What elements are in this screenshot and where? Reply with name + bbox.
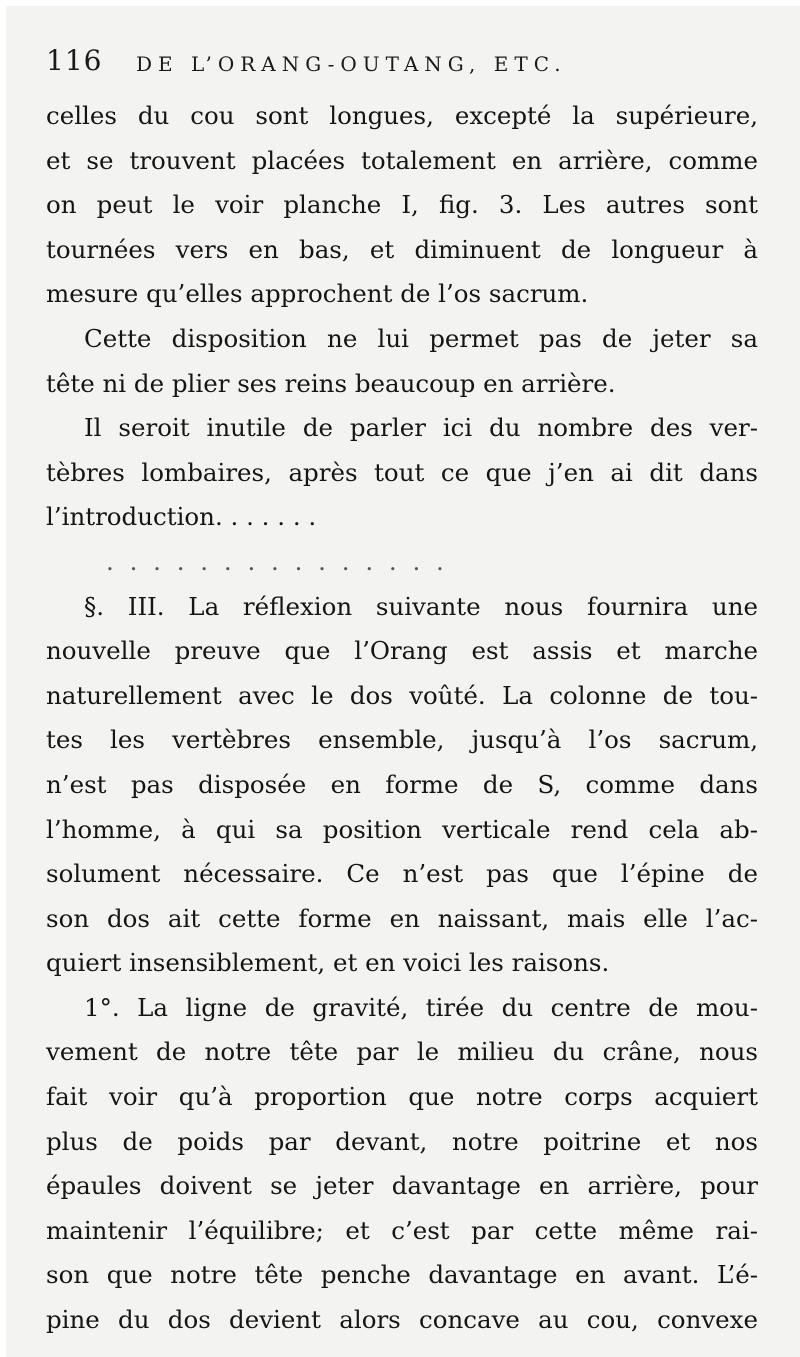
text-line: n’est pas disposée en forme de S, comme dans (46, 769, 758, 799)
text-line: Il seroit inutile de parler ici du nombre des ver- (84, 413, 758, 443)
text-line: plus de poids par devant, notre poitrine et nos (46, 1126, 758, 1156)
text-line: l’homme, à qui sa position verticale rend cela ab- (46, 814, 758, 844)
text-line: celles du cou sont longues, excepté la supérieure, (46, 101, 758, 130)
text-line: on peut le voir planche I, fig. 3. Les autres sont (46, 190, 758, 220)
text-line: son dos ait cette forme en naissant, mais elle l’ac- (46, 903, 758, 933)
ellipsis-line: . . . . . . . . . . . . . . . (106, 546, 448, 576)
text-line: épaules doivent se jeter davantage en arrière, pour (46, 1171, 758, 1201)
text-line: tournées vers en bas, et diminuent de longueur à (46, 234, 758, 264)
text-line: quiert insensiblement, et en voici les raisons. (46, 948, 610, 978)
text-line: solument nécessaire. Ce n’est pas que l’épine de (46, 859, 758, 889)
text-line: fait voir qu’à proportion que notre corps acquiert (46, 1082, 758, 1112)
text-line: l’introduction. . . . . . . (46, 502, 317, 532)
text-line: nouvelle preuve que l’Orang est assis et marche (46, 636, 758, 666)
text-line: 1°. La ligne de gravité, tirée du centre de mou- (84, 992, 758, 1022)
text-line: §. III. La réflexion suivante nous fournira une (84, 591, 758, 621)
text-line: tête ni de plier ses reins beaucoup en arrière. (46, 368, 616, 398)
text-line: son que notre tête penche davantage en avant. L’é- (46, 1260, 758, 1290)
text-line: maintenir l’équilibre; et c’est par cette même rai- (46, 1215, 758, 1245)
text-line: Cette disposition ne lui permet pas de jeter sa (84, 323, 758, 353)
page-number: 116 (46, 44, 103, 77)
running-title: DE L’ORANG-OUTANG, ETC. (136, 52, 567, 76)
text-line: tèbres lombaires, après tout ce que j’en ai dit dans (46, 457, 758, 487)
text-line: pine du dos devient alors concave au cou, convexe (46, 1305, 758, 1335)
text-line: et se trouvent placées totalement en arrière, comme (46, 145, 758, 175)
text-line: mesure qu’elles approchent de l’os sacrum. (46, 279, 589, 309)
body-text (46, 94, 758, 1343)
text-line: naturellement avec le dos voûté. La colonne de tou- (46, 680, 758, 710)
text-line: tes les vertèbres ensemble, jusqu’à l’os sacrum, (46, 725, 758, 755)
running-head (46, 44, 766, 84)
text-line: vement de notre tête par le milieu du crâne, nous (46, 1037, 758, 1067)
